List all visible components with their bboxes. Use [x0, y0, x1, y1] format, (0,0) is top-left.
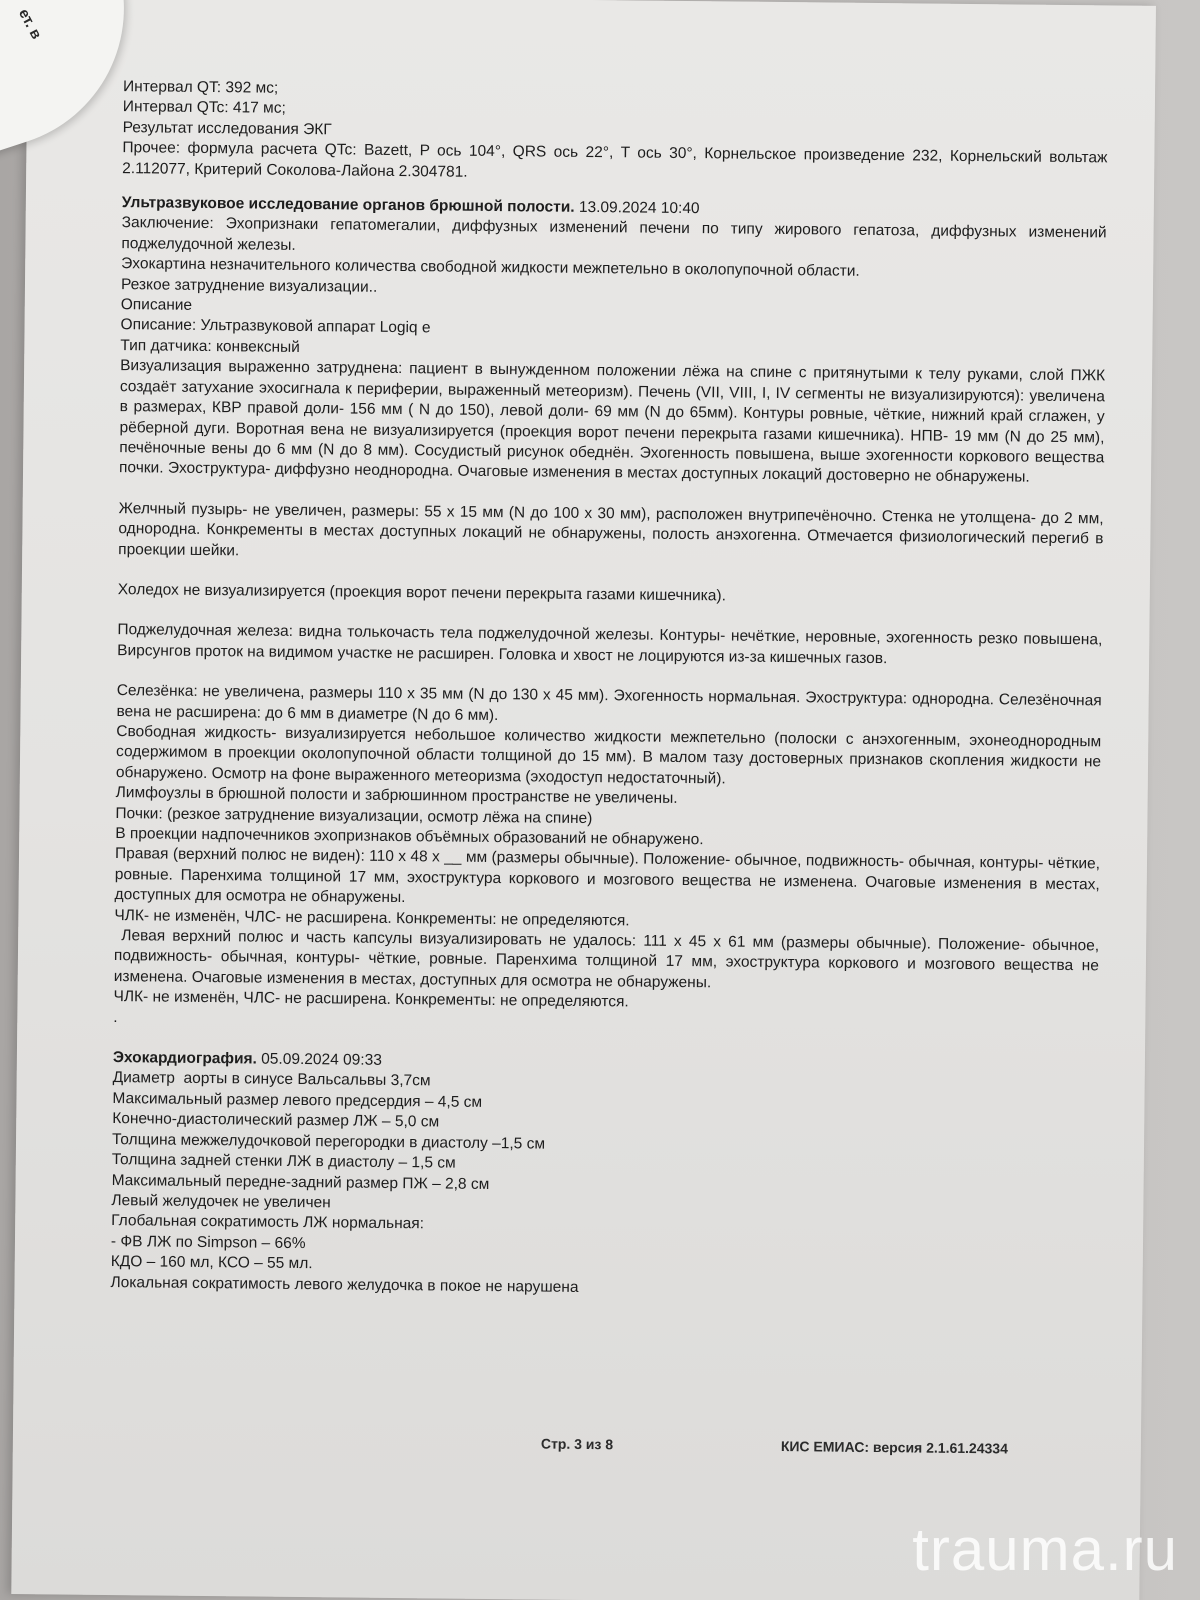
trailing-dot: .	[113, 1008, 118, 1026]
ecg-line: Интервал QTc: 417 мс;	[122, 98, 286, 118]
ultrasound-datetime: 13.09.2024 10:40	[578, 198, 700, 218]
echo-line: Локальная сократимость левого желудочка в покое не нарушена	[110, 1273, 579, 1296]
right-kidney-paragraph: Правая (верхний полюс не виден): 110 х 48 х __ мм (размеры обычные). Положение- обычное, подвижность- обычная, контуры- чёткие, ровные. Паренхима толщиной 17 мм, эхоструктура коркового и мозгового вещества не изменена. Очаговые изменения в местах, доступных для осмотра не обнаружены.	[114, 845, 1101, 907]
adrenal-line: В проекции надпочечников эхопризнаков объёмных образований не обнаружено.	[115, 825, 704, 849]
ultrasound-intro-line: Заключение: Эхопризнаки гепатомегалии, диффузных изменений печени по типу жирового гепатоза, диффузных изменений поджелудочной железы.	[121, 214, 1107, 254]
gallbladder-paragraph: Желчный пузырь- не увеличен, размеры: 55 х 15 мм (N до 100 х 30 мм), расположен внутрипечёночно. Стенка не утолщена- до 2 мм, однородна. Конкременты в местах доступных локаций не обнаружены, полость анэхогенна. Отмечается физиологический перегиб в проекции шейки.	[118, 499, 1104, 559]
echo-line: - ФВ ЛЖ по Simpson – 66%	[110, 1232, 306, 1252]
pancreas-paragraph: Поджелудочная железа: видна толькочасть тела поджелудочной железы. Контуры- нечёткие, неровные, эхогенность резко повышена, Вирсунгов проток на видимом участке не расширен. Головка и хвост не лоцируются из-за кишечных газов.	[117, 621, 1103, 667]
ultrasound-intro-line: Резкое затруднение визуализации..	[120, 275, 378, 296]
ecg-line: Прочее: формула расчета QTc: Bazett, P ось 104°, QRS ось 22°, T ось 30°, Корнельское произведение 232, Корнельский вольтаж 2.112077, Критерий Соколова-Лайона 2.304781.	[122, 139, 1108, 181]
document-page	[11, 0, 1156, 1600]
echo-line: Левый желудочек не увеличен	[111, 1191, 331, 1212]
echo-line: Конечно-диастолический размер ЛЖ – 5,0 см	[112, 1110, 440, 1131]
echocardiography-section	[110, 1048, 1098, 1303]
system-version: КИС ЕМИАС: версия 2.1.61.24334	[780, 1438, 1009, 1457]
watermark: trauma.ru	[912, 1516, 1178, 1583]
choledochus-paragraph: Холедох не визуализируется (проекция ворот печени перекрыта газами кишечника).	[117, 581, 727, 605]
lymph-nodes-line: Лимфоузлы в брюшной полости и забрюшинном пространстве не увеличены.	[115, 784, 678, 808]
right-kidney-cls-line: ЧЛК- не изменён, ЧЛС- не расширена. Конкременты: не определяются.	[114, 906, 630, 930]
page-number: Стр. 3 из 8	[540, 1435, 614, 1453]
corner-text-fragment: ет. в	[14, 6, 45, 43]
ecg-line: Результат исследования ЭКГ	[122, 118, 332, 139]
liver-paragraph: Визуализация выраженно затруднена: пациент в вынужденном положении лёжа на спине с притянутыми к телу руками, слой ПЖК создаёт затухание эхосигнала к периферии, выраженный метеоризм). Печень (VII, VIII, I, IV сегменты не визуализируются): увеличена в размерах, КВР правой доли- 156 мм ( N до 150), левой доли- 69 мм (N до 65мм). Контуры ровные, чёткие, нижний край сглажен, у рёберной дуги. Воротная вена не визуализируется (проекция ворот печени перекрыта газами кишечника). НПВ- 19 мм (N до 25 мм), печёночные вены до 6 мм (N до 8 мм). Сосудистый рисунок обеднён. Эхогенность повышена, выше эхогенности коркового вещества почки. Эхоструктура- диффузно неоднородна. Очаговые изменения в местах доступных локаций достоверно не обнаружены.	[118, 357, 1106, 486]
echo-line: Максимальный передне-задний размер ПЖ – 2,8 см	[111, 1171, 490, 1193]
echo-line: Глобальная сократимость ЛЖ нормальная:	[111, 1212, 425, 1233]
kidneys-line: Почки: (резкое затруднение визуализации, осмотр лёжа на спине)	[115, 804, 593, 827]
ecg-line: Интервал QT: 392 мс;	[122, 78, 279, 97]
ultrasound-intro-line: Описание: Ультразвуковой аппарат Logiq e	[120, 316, 431, 337]
spleen-paragraph: Селезёнка: не увеличена, размеры 110 х 35 мм (N до 130 х 45 мм). Эхогенность нормальная. Эхоструктура: однородна. Селезёночная вена не расширена: до 6 мм в диаметре (N до 6 мм).	[116, 682, 1102, 724]
echo-datetime: 05.09.2024 09:33	[261, 1050, 382, 1069]
ultrasound-intro-line: Описание	[120, 296, 193, 314]
free-fluid-paragraph: Свободная жидкость- визуализируется небольшое количество жидкости межпетельно (полоски с анэхогенным, эхонеоднородным содержимом в проекции околопупочной области толщиной до 15 мм). В малом тазу достоверных признаков скопления жидкости не обнаружено. Осмотр на фоне выраженного метеоризма (эходоступ недостаточный).	[115, 723, 1102, 788]
page-footer	[13, 1430, 1141, 1457]
echo-title: Эхокардиография.	[112, 1049, 257, 1068]
echo-line: Максимальный размер левого предсердия – 4,5 см	[112, 1089, 483, 1111]
ecg-section	[122, 77, 1108, 189]
ultrasound-title: Ультразвуковое исследование органов брюшной полости.	[121, 194, 575, 216]
echo-line: Диаметр аорты в синусе Вальсальвы 3,7см	[112, 1069, 431, 1090]
echo-line: Толщина задней стенки ЛЖ в диастолу – 1,5 см	[111, 1151, 456, 1172]
left-kidney-paragraph: Левая верхний полюс и часть капсулы визуализировать не удалось: 111 х 45 х 61 мм (размеры обычные). Положение- обычное, подвижность- обычная, контуры- чёткие, ровные. Паренхима толщиной 17 мм, эхоструктура коркового и мозгового вещества не изменена. Очаговые изменения в местах, доступных для осмотра не обнаружены.	[113, 927, 1104, 992]
document-body	[110, 77, 1108, 1303]
ultrasound-intro-line: Эхокартина незначительного количества свободной жидкости межпетельно в околопупочной области.	[121, 255, 860, 281]
left-kidney-cls-line: ЧЛК- не изменён, ЧЛС- не расширена. Конкременты: не определяются.	[113, 988, 629, 1011]
echo-line: КДО – 160 мл, КСО – 55 мл.	[110, 1253, 313, 1273]
ultrasound-intro-line: Тип датчика: конвексный	[120, 336, 300, 356]
ultrasound-section	[113, 193, 1107, 1038]
echo-line: Толщина межжелудочковой перегородки в диастолу –1,5 см	[111, 1130, 546, 1153]
